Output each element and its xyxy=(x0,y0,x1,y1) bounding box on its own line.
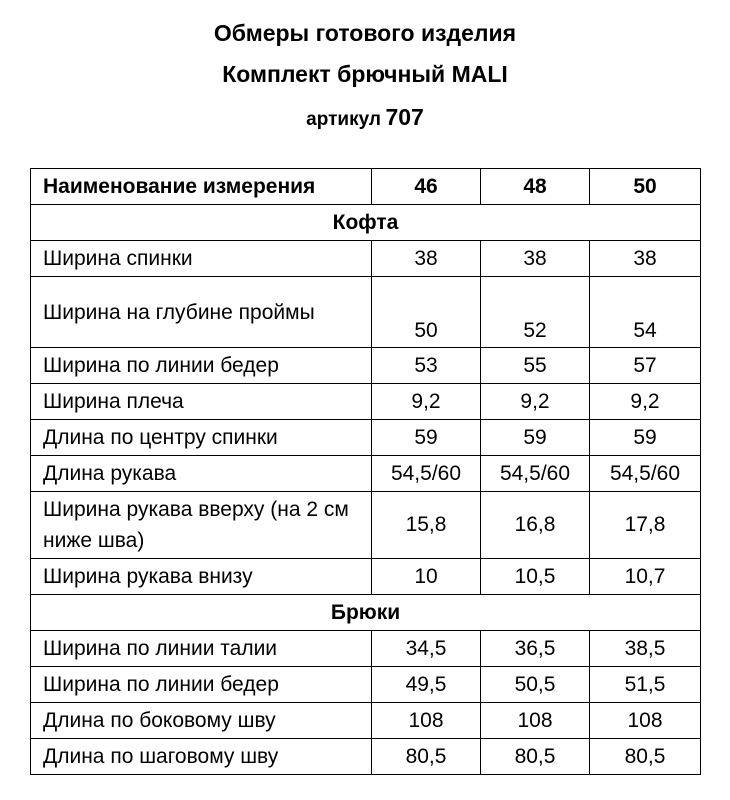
cell-value: 54,5/60 xyxy=(590,456,701,492)
row-label: Длина по центру спинки xyxy=(31,420,372,456)
cell-value: 108 xyxy=(372,703,481,739)
product-name: Комплект брючный MALI xyxy=(222,61,508,87)
cell-value: 80,5 xyxy=(590,739,701,775)
cell-value: 108 xyxy=(481,703,590,739)
table-row xyxy=(31,703,701,739)
row-label: Ширина на глубине проймы xyxy=(31,277,372,348)
cell-value: 38,5 xyxy=(590,631,701,667)
table-row xyxy=(31,348,701,384)
cell-value: 52 xyxy=(481,277,590,348)
cell-value: 15,8 xyxy=(372,492,481,559)
cell-value: 108 xyxy=(590,703,701,739)
header-size-46: 46 xyxy=(372,169,481,205)
cell-value: 59 xyxy=(481,420,590,456)
table-row xyxy=(31,631,701,667)
cell-value: 38 xyxy=(590,241,701,277)
cell-value: 80,5 xyxy=(481,739,590,775)
table-row xyxy=(31,384,701,420)
cell-value: 49,5 xyxy=(372,667,481,703)
cell-value: 10,5 xyxy=(481,559,590,595)
row-label: Ширина рукава вверху (на 2 см ниже шва) xyxy=(31,492,372,559)
article-label: артикул xyxy=(306,109,381,130)
cell-value: 80,5 xyxy=(372,739,481,775)
section-title: Брюки xyxy=(31,595,701,631)
row-label: Ширина плеча xyxy=(31,384,372,420)
table-header-row xyxy=(31,169,701,205)
cell-value: 36,5 xyxy=(481,631,590,667)
table-row xyxy=(31,559,701,595)
cell-value: 10 xyxy=(372,559,481,595)
cell-value: 10,7 xyxy=(590,559,701,595)
row-label: Длина рукава xyxy=(31,456,372,492)
cell-value: 17,8 xyxy=(590,492,701,559)
cell-value: 38 xyxy=(372,241,481,277)
table-row xyxy=(31,739,701,775)
row-label: Ширина рукава внизу xyxy=(31,559,372,595)
cell-value: 51,5 xyxy=(590,667,701,703)
article-line xyxy=(0,104,730,131)
cell-value: 59 xyxy=(590,420,701,456)
cell-value: 54,5/60 xyxy=(372,456,481,492)
table-row xyxy=(31,667,701,703)
header-size-48: 48 xyxy=(481,169,590,205)
cell-value: 50,5 xyxy=(481,667,590,703)
measurements-table xyxy=(30,168,701,775)
header-size-50: 50 xyxy=(590,169,701,205)
section-row-bryuki xyxy=(31,595,701,631)
section-title: Кофта xyxy=(31,205,701,241)
cell-value: 54 xyxy=(590,277,701,348)
row-label: Ширина спинки xyxy=(31,241,372,277)
cell-value: 50 xyxy=(372,277,481,348)
row-label: Длина по боковому шву xyxy=(31,703,372,739)
cell-value: 16,8 xyxy=(481,492,590,559)
cell-value: 57 xyxy=(590,348,701,384)
cell-value: 9,2 xyxy=(372,384,481,420)
cell-value: 53 xyxy=(372,348,481,384)
table-row xyxy=(31,492,701,559)
cell-value: 9,2 xyxy=(590,384,701,420)
document-title: Обмеры готового изделия xyxy=(213,20,517,46)
header-measurement-name: Наименование измерения xyxy=(31,169,372,205)
section-row-kofta xyxy=(31,205,701,241)
row-label: Ширина по линии бедер xyxy=(31,348,372,384)
cell-value: 9,2 xyxy=(481,384,590,420)
article-number: 707 xyxy=(385,104,424,130)
cell-value: 34,5 xyxy=(372,631,481,667)
row-label: Ширина по линии талии xyxy=(31,631,372,667)
row-label: Ширина по линии бедер xyxy=(31,667,372,703)
table-row xyxy=(31,241,701,277)
cell-value: 59 xyxy=(372,420,481,456)
cell-value: 55 xyxy=(481,348,590,384)
table-row xyxy=(31,277,701,348)
cell-value: 54,5/60 xyxy=(481,456,590,492)
row-label: Длина по шаговому шву xyxy=(31,739,372,775)
table-row xyxy=(31,456,701,492)
table-row xyxy=(31,420,701,456)
cell-value: 38 xyxy=(481,241,590,277)
